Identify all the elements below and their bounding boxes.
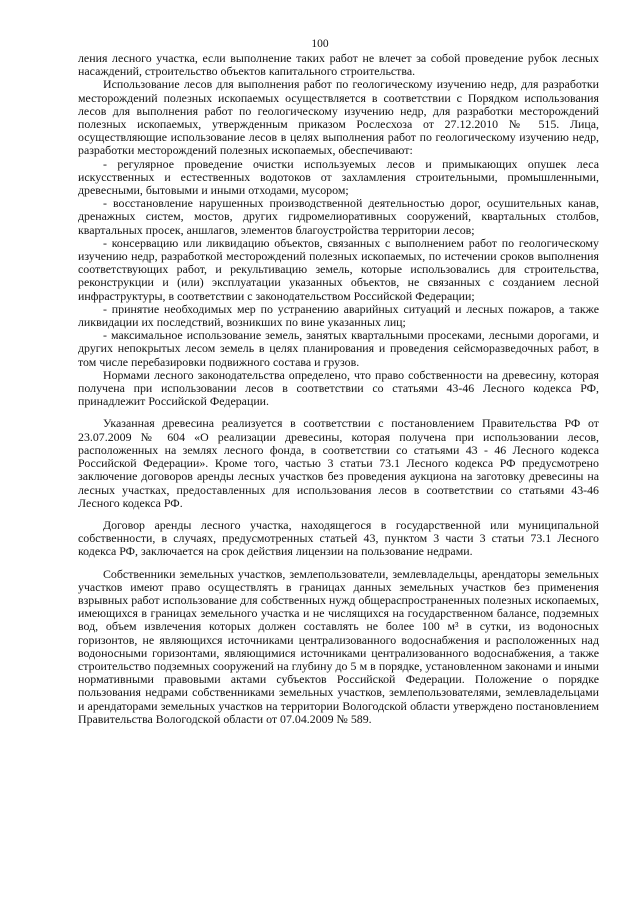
paragraph: - максимальное использование земель, занятых квартальными просеками, лесными дорогами, и других непокрытых лесом земель в целях планирования и проведения сейсморазведочных работ, в том числе перебазировки подвижного состава и грузов.: [78, 328, 599, 369]
paragraph: - восстановление нарушенных производственной деятельностью дорог, осушительных канав, дренажных систем, мостов, других гидромелиоративных сооружений, квартальных столбов, квартальных просек, аншлагов, элементов благоустройства территории лесов;: [78, 196, 599, 237]
paragraph: - консервацию или ликвидацию объектов, связанных с выполнением работ по геологическому изучению недр, разработкой месторождений полезных ископаемых, по истечении сроков выполнения соответствующих работ, и рекультивацию земель, которые использовались для строительства, реконструкции и (или) эксплуатации указанных объектов, не связанных с созданием лесной инфраструктуры, в соответствии с законодательством Российской Федерации;: [78, 235, 599, 303]
paragraph: - регулярное проведение очистки используемых лесов и примыкающих опушек леса искусственных и естественных водотоков от захламления строительными, промышленными, древесными, бытовыми и иными отходами, мусором;: [78, 156, 599, 198]
paragraph: Использование лесов для выполнения работ по геологическому изучению недр, для разработки месторождений полезных ископаемых осуществляется в соответствии с Порядком использования лесов для выполнения работ по геологическому изучению недр, для разработки месторождений полезных ископаемых, утвержденным приказом Рослесхоза от 27.12.2010 № 515. Лица, осуществляющие использование лесов в целях выполнения работ по геологическому изучению недр, разработки месторождений полезных ископаемых, обеспечивают:: [78, 77, 599, 158]
paragraph: Нормами лесного законодательства определено, что право собственности на древесину, которая получена при использовании лесов в соответствии со статьями 43-46 Лесного кодекса РФ, принадлежит Российской Федерации.: [78, 367, 599, 409]
paragraph: Собственники земельных участков, землепользователи, землевладельцы, арендаторы земельных участков имеют право осуществлять в границах данных земельных участков без применения взрывных работ использование для собственных нужд общераспространенных полезных ископаемых, имеющихся в границах земельного участка и не числящихся на государственном балансе, подземных вод, объем извлечения которых должен составлять не более 100 м³ в сутки, из водоносных горизонтов, не являющихся источниками централизованного водоснабжения и расположенных над водоносными горизонтами, являющимися источниками централизованного водоснабжения, а также строительство подземных сооружений на глубину до 5 м в порядке, установленном законами и иными нормативными правовыми актами субъектов Российской Федерации. Положение о порядке пользования недрами собственниками земельных участков, землепользователями, землевладельцами и арендаторами земельных участков на территории Вологодской области утверждено постановлением Правительства Вологодской области от 07.04.2009 № 589.: [78, 566, 599, 726]
paragraph: ления лесного участка, если выполнение таких работ не влечет за собой проведение рубок лесных насаждений, строительство объектов капитального строительства.: [78, 51, 599, 79]
document-body: [78, 52, 599, 726]
paragraph: - принятие необходимых мер по устранению аварийных ситуаций и лесных пожаров, а также ликвидации их последствий, возникших по вине указанных лиц;: [78, 301, 599, 330]
page-number: 100: [311, 38, 329, 50]
paragraph: Указанная древесина реализуется в соответствии с постановлением Правительства РФ от 23.07.2009 № 604 «О реализации древесины, которая получена при использовании лесов, расположенных на землях лесного фонда, в соответствии со статьями 43 - 46 Лесного кодекса Российской Федерации». Кроме того, частью 3 статьи 73.1 Лесного кодекса РФ предусмотрено заключение договоров аренды лесных участков без проведения аукциона на заготовку древесины на лесных участках, предоставленных для использования лесов в соответствии со статьями 43-46 Лесного кодекса РФ.: [78, 416, 599, 510]
paragraph: Договор аренды лесного участка, находящегося в государственной или муниципальной собственности, в случаях, предусмотренных статьей 43, пунктом 3 части 3 статьи 73.1 Лесного кодекса РФ, заключается на срок действия лицензии на пользование недрами.: [78, 517, 599, 559]
